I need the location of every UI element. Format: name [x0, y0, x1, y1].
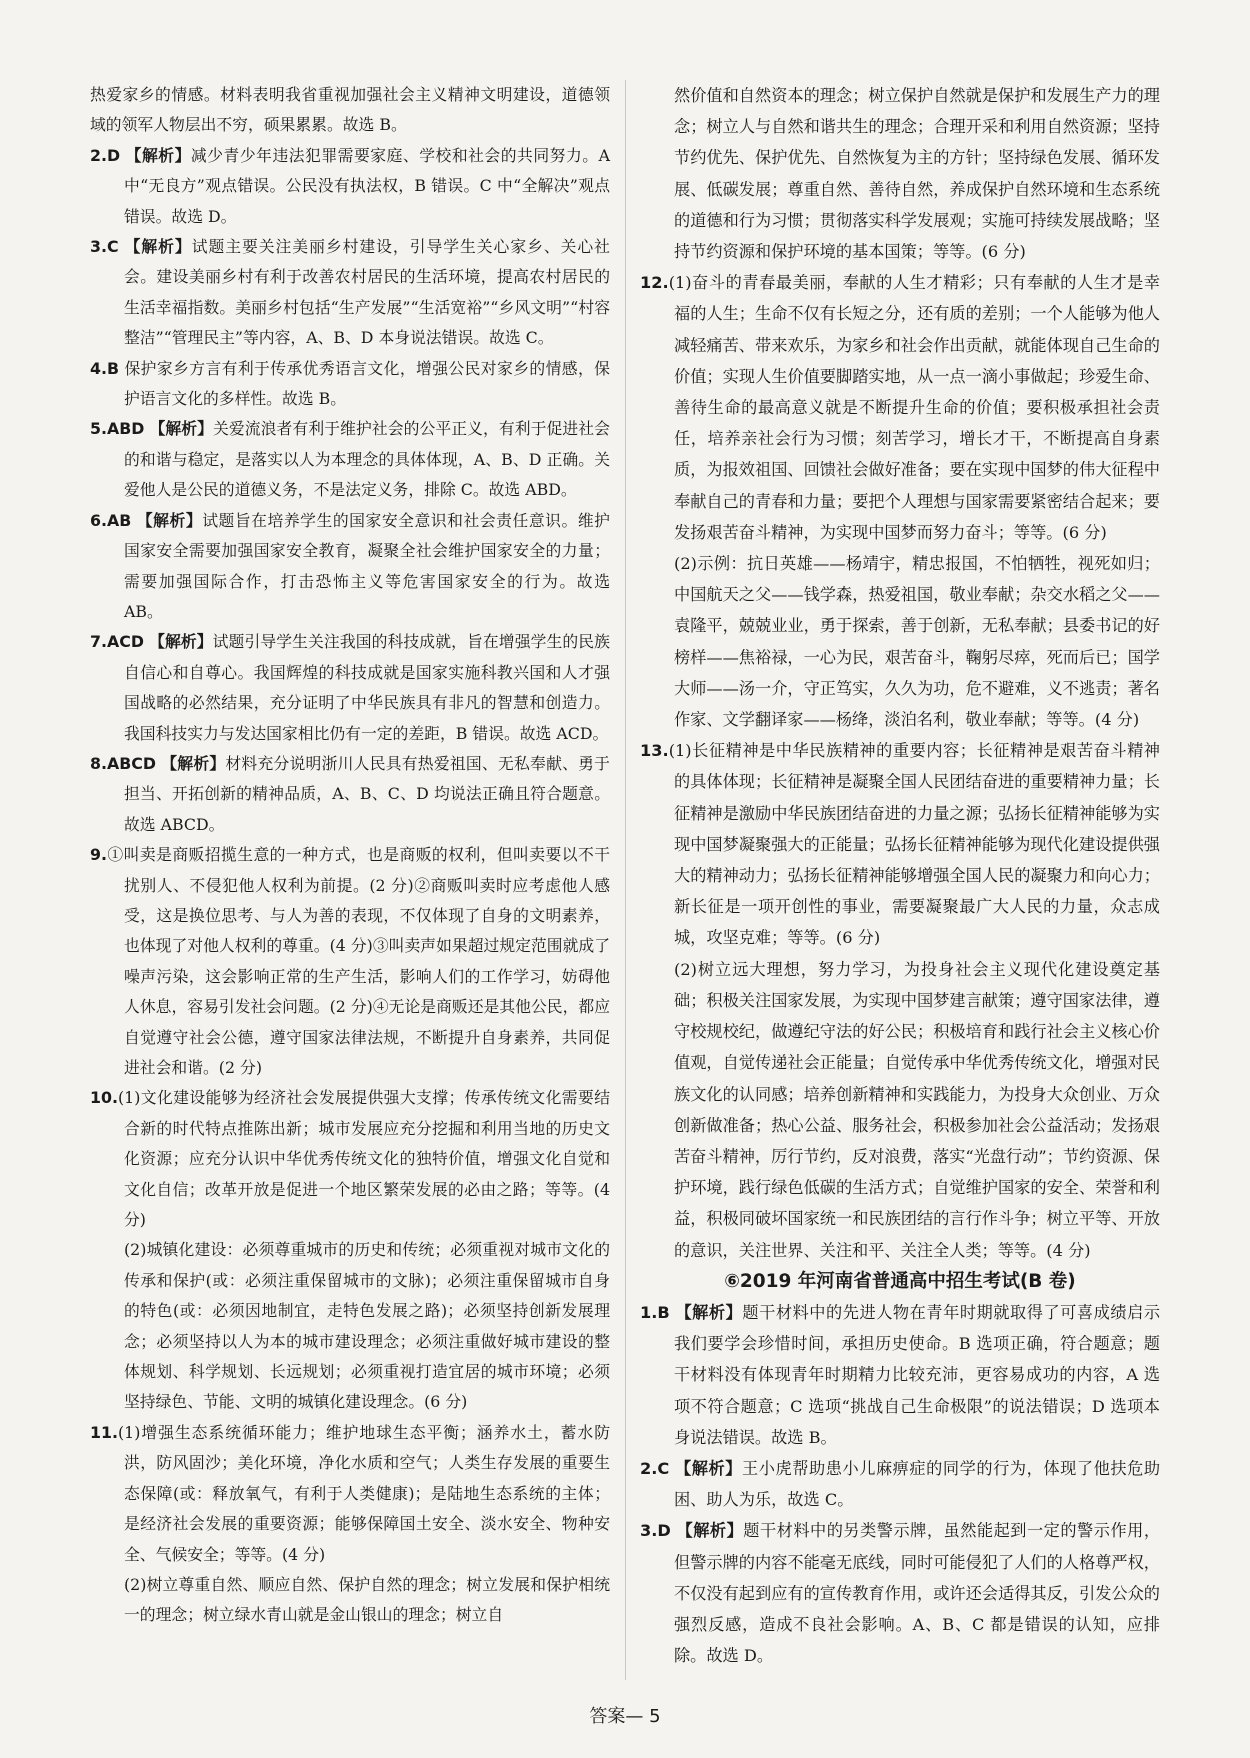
section-title: ⑥2019 年河南省普通高中招生考试(B 卷) — [724, 1270, 1076, 1292]
page-number: 答案— 5 — [589, 1706, 661, 1727]
answer-item-11: 11.(1)增强生态系统循环能力；维护地球生态平衡；涵养水土，蓄水防洪，防风固沙；美化环境，净化水质和空气；人类生存发展的重要生态保障(或：释放氧气，有利于人类健康)；是陆地生态系统的主体；是经济社会发展的重要资源；能够保障国土安全、淡水安全、物种安全、气候安全；等等。(4 分) — [90, 1422, 610, 1564]
answer-item-7: 7.ACD 【解析】试题引导学生关注我国的科技成就，旨在增强学生的民族自信心和自尊心。我国辉煌的科技成就是国家实施科教兴国和人才强国战略的必然结果，充分证明了中华民族具有非凡的智慧和创造力。我国科技实力与发达国家相比仍有一定的差距，B 错误。故选 ACD。 — [90, 632, 610, 743]
answer-item-13: 13.(1)长征精神是中华民族精神的重要内容；长征精神是艰苦奋斗精神的具体体现；长征精神是凝聚全国人民团结奋进的重要精神力量；长征精神是激励中华民族团结奋进的力量之源；弘扬长征精神能够为实现中国梦凝聚强大的正能量；弘扬长征精神能够为现代化建设提供强大的精神动力；弘扬长征精神能够增强全国人民的凝聚力和向心力；新长征是一项开创性的事业，需要凝聚最广大人民的力量，众志成城，攻坚克难；等等。(6 分) — [640, 741, 1160, 948]
column-divider — [625, 80, 626, 1680]
answer-item-3: 3.C 【解析】试题主要关注美丽乡村建设，引导学生关心家乡、关心社会。建设美丽乡村有利于改善农村居民的生活环境，提高农村居民的生活幸福指数。美丽乡村包括“生产发展”“生活宽裕”“乡风文明”“村容整洁”“管理民主”等内容，A、B、D 本身说法错误。故选 C。 — [90, 237, 610, 348]
paragraph-continued: 热爱家乡的情感。材料表明我省重视加强社会主义精神文明建设，道德领域的领军人物层出不穷，硕果累累。故选 B。 — [90, 85, 610, 135]
answer-item-12-part2: (2)示例：抗日英雄——杨靖宇，精忠报国，不怕牺牲，视死如归；中国航天之父——钱学森，热爱祖国，敬业奉献；杂交水稻之父——袁隆平，兢兢业业，勇于探索，善于创新，无私奉献；县委书记的好榜样——焦裕禄，一心为民，艰苦奋斗，鞠躬尽瘁，死而后已；国学大师——汤一介，守正笃实，久久为功，危不避难，义不逃责；著名作家、文学翻译家——杨绛，淡泊名利，敬业奉献；等等。(4 分) — [674, 554, 1160, 730]
answer-item-6: 6.AB 【解析】试题旨在培养学生的国家安全意识和社会责任意识。维护国家安全需要加强国家安全教育，凝聚全社会维护国家安全的力量；需要加强国际合作，打击恐怖主义等危害国家安全的行为。故选 AB。 — [90, 510, 610, 621]
answer-b-item-2: 2.C 【解析】王小虎帮助患小儿麻痹症的同学的行为，体现了他扶危助困、助人为乐，故选 C。 — [640, 1458, 1161, 1510]
answer-item-9: 9.①叫卖是商贩招揽生意的一种方式，也是商贩的权利，但叫卖要以不干扰别人、不侵犯他人权利为前提。(2 分)②商贩叫卖时应考虑他人感受，这是换位思考、与人为善的表现，不仅体现了自身的文明素养，也体现了对他人权利的尊重。(4 分)③叫卖声如果超过规定范围就成了噪声污染，这会影响正常的生产生活，影响人们的工作学习，妨碍他人休息，容易引发社会问题。(2 分)④无论是商贩还是其他公民，都应自觉遵守社会公德，遵守国家法律法规，不断提升自身素养，共同促进社会和谐。(2 分) — [90, 845, 610, 1077]
answer-item-10: 10.(1)文化建设能够为经济社会发展提供强大支撑；传承传统文化需要结合新的时代特点推陈出新；城市发展应充分挖掘和利用当地的历史文化资源；应充分认识中华优秀传统文化的独特价值，增强文化自觉和文化自信；改革开放是促进一个地区繁荣发展的必由之路；等等。(4 分) — [90, 1088, 610, 1230]
right-column — [640, 80, 1160, 1671]
answer-item-10-part2: (2)城镇化建设：必须尊重城市的历史和传统；必须重视对城市文化的传承和保护(或：必须注重保留城市的文脉)；必须注重保留城市自身的特色(或：必须因地制宜，走特色发展之路)；必须坚持创新发展理念；必须坚持以人为本的城市建设理念；必须注重做好城市建设的整体规划、科学规划、长远规划；必须重视打造宜居的城市环境；必须坚持绿色、节能、文明的城镇化建设理念。(6 分) — [124, 1240, 610, 1412]
answer-b-item-1: 1.B 【解析】题干材料中的先进人物在青年时期就取得了可喜成绩启示我们要学会珍惜时间，承担历史使命。B 选项正确，符合题意；题干材料没有体现青年时期精力比较充沛，更容易成功的内容，A 选项不符合题意；C 选项“挑战自己生命极限”的说法错误；D 选项本身说法错误。故选 B。 — [640, 1302, 1161, 1447]
answer-item-13-part2: (2)树立远大理想，努力学习，为投身社会主义现代化建设奠定基础；积极关注国家发展，为实现中国梦建言献策；遵守国家法律，遵守校规校纪，做遵纪守法的好公民；积极培育和践行社会主义核心价值观，自觉传递社会正能量；自觉传承中华优秀传统文化，增强对民族文化的认同感；培养创新精神和实践能力，为投身大众创业、万众创新做准备；热心公益、服务社会，积极参加社会公益活动；发扬艰苦奋斗精神，厉行节约，反对浪费，落实“光盘行动”；节约资源、保护环境，践行绿色低碳的生活方式；自觉维护国家的安全、荣誉和利益，积极同破坏国家统一和民族团结的言行作斗争；树立平等、开放的意识，关注世界、关注和平、关注全人类；等等。(4 分) — [674, 959, 1160, 1260]
answer-item-12: 12.(1)奋斗的青春最美丽，奉献的人生才精彩；只有奉献的人生才是幸福的人生；生命不仅有长短之分，还有质的差别；一个人能够为他人减轻痛苦、带来欢乐，为家乡和社会作出贡献，就能体现自己生命的价值；实现人生价值要脚踏实地，从一点一滴小事做起；珍爱生命、善待生命的最高意义就是不断提升生命的价值；要积极承担社会责任，培养亲社会行为习惯；刻苦学习，增长才干，不断提高自身素质，为报效祖国、回馈社会做好准备；要在实现中国梦的伟大征程中奉献自己的青春和力量；要把个人理想与国家需要紧密结合起来；要发扬艰苦奋斗精神，为实现中国梦而努力奋斗；等等。(6 分) — [640, 273, 1160, 542]
answer-item-8: 8.ABCD 【解析】材料充分说明浙川人民具有热爱祖国、无私奉献、勇于担当、开拓创新的精神品质，A、B、C、D 均说法正确且符合题意。故选 ABCD。 — [90, 753, 610, 834]
answer-item-4: 4.B 保护家乡方言有利于传承优秀语言文化，增强公民对家乡的情感，保护语言文化的多样性。故选 B。 — [90, 358, 610, 409]
answer-b-item-3: 3.D 【解析】题干材料中的另类警示牌，虽然能起到一定的警示作用，但警示牌的内容不能毫无底线，同时可能侵犯了人们的人格尊严权，不仅没有起到应有的宣传教育作用，或许还会适得其反，引发公众的强烈反感，造成不良社会影响。A、B、C 都是错误的认知，应排除。故选 D。 — [640, 1521, 1161, 1666]
answer-item-2: 2.D 【解析】减少青少年违法犯罪需要家庭、学校和社会的共同努力。A 中“无良方”观点错误。公民没有执法权，B 错误。C 中“全解决”观点错误。故选 D。 — [90, 145, 610, 226]
answer-item-11-part2-continued: 然价值和自然资本的理念；树立保护自然就是保护和发展生产力的理念；树立人与自然和谐共生的理念；合理开采和利用自然资源；坚持节约优先、保护优先、自然恢复为主的方针；坚持绿色发展、循环发展、低碳发展；尊重自然、善待自然，养成保护自然环境和生态系统的道德和行为习惯；贯彻落实科学发展观；实施可持续发展战略；坚持节约资源和保护环境的基本国策；等等。(6 分) — [674, 86, 1160, 262]
answer-item-5: 5.ABD 【解析】关爱流浪者有利于维护社会的公平正义，有利于促进社会的和谐与稳定，是落实以人为本理念的具体体现，A、B、D 正确。关爱他人是公民的道德义务，不是法定义务，排除 C。故选 ABD。 — [90, 419, 610, 500]
left-column — [90, 80, 610, 1631]
answer-item-11-part2: (2)树立尊重自然、顺应自然、保护自然的理念；树立发展和保护相统一的理念；树立绿水青山就是金山银山的理念；树立自 — [124, 1574, 610, 1625]
